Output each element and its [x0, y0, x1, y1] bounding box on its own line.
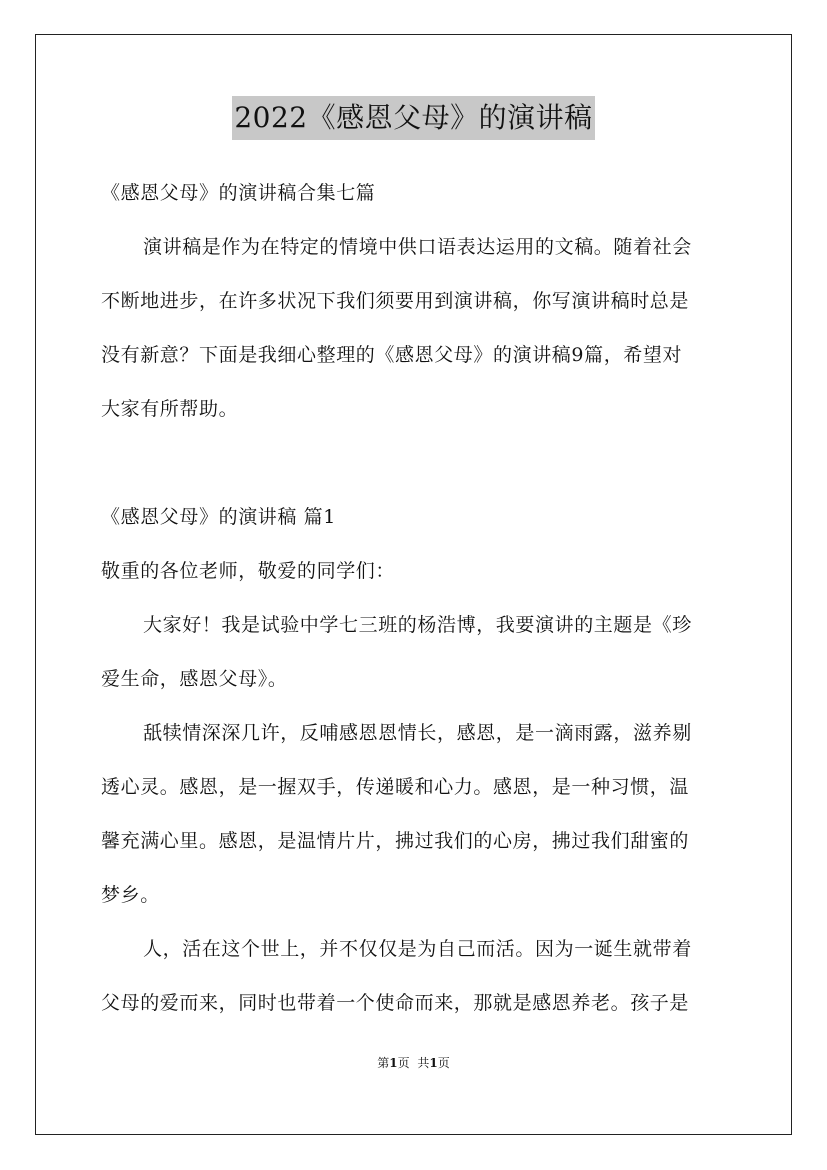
paragraph-line: 不断地进步，在许多状况下我们须要用到演讲稿，你写演讲稿时总是 — [101, 290, 690, 312]
page-suffix: 页 — [397, 1056, 410, 1070]
paragraph-line: 大家好！我是试验中学七三班的杨浩博，我要演讲的主题是《珍 — [143, 614, 692, 636]
document-title: 2022《感恩父母》的演讲稿 — [232, 96, 594, 140]
paragraph-line: 没有新意？下面是我细心整理的《感恩父母》的演讲稿9篇，希望对 — [101, 344, 683, 366]
subtitle-line: 《感恩父母》的演讲稿合集七篇 — [101, 182, 376, 204]
paragraph-line: 梦乡。 — [101, 884, 160, 906]
page-footer — [0, 1054, 827, 1072]
page-prefix: 第 — [377, 1056, 390, 1070]
paragraph-line: 透心灵。感恩，是一握双手，传递暖和心力。感恩，是一种习惯，温 — [101, 776, 690, 798]
paragraph-line: 大家有所帮助。 — [101, 398, 239, 420]
total-suffix: 页 — [437, 1056, 450, 1070]
paragraph-line: 演讲稿是作为在特定的情境中供口语表达运用的文稿。随着社会 — [143, 236, 692, 258]
title-wrapper — [0, 96, 827, 140]
total-pages: 1 — [429, 1056, 438, 1070]
total-prefix: 共 — [417, 1056, 430, 1070]
paragraph-line: 人，活在这个世上，并不仅仅是为自己而活。因为一诞生就带着 — [143, 938, 692, 960]
paragraph-line: 父母的爱而来，同时也带着一个使命而来，那就是感恩养老。孩子是 — [101, 992, 690, 1014]
page-number: 1 — [389, 1056, 398, 1070]
paragraph-line: 爱生命，感恩父母》。 — [101, 668, 288, 690]
paragraph-line: 舐犊情深深几许，反哺感恩恩情长，感恩，是一滴雨露，滋养剔 — [143, 722, 692, 744]
paragraph-line: 馨充满心里。感恩，是温情片片，拂过我们的心房，拂过我们甜蜜的 — [101, 830, 690, 852]
salutation-line: 敬重的各位老师，敬爱的同学们： — [101, 560, 396, 582]
section-heading: 《感恩父母》的演讲稿 篇1 — [101, 506, 336, 528]
